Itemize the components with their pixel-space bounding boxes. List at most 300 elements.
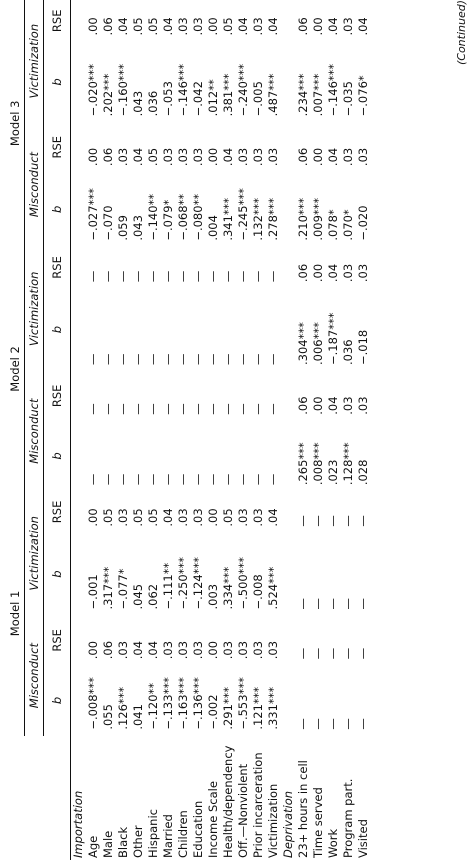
coef-cell: .059 xyxy=(116,215,130,241)
rse-cell: — xyxy=(251,403,265,415)
empty-cell xyxy=(281,288,296,371)
stat-header-row xyxy=(44,0,71,860)
empty-cell xyxy=(281,533,296,616)
coef-cell: .126*** xyxy=(116,686,130,730)
rse-header: RSE xyxy=(44,371,71,421)
coef-cell: .331*** xyxy=(266,686,280,730)
coef-cell: .036 xyxy=(146,90,160,117)
rse-cell: — xyxy=(266,403,280,415)
rse-cell: .03 xyxy=(341,17,355,36)
rse-cell: .00 xyxy=(86,508,100,527)
rse-cell: .04 xyxy=(161,17,175,36)
empty-cell xyxy=(71,42,87,123)
rse-cell: .05 xyxy=(146,17,160,36)
rse-cell: .05 xyxy=(146,508,160,527)
rse-cell: — xyxy=(206,270,220,283)
coef-cell: .043 xyxy=(131,90,145,117)
coef-cell: −.020 xyxy=(356,205,370,241)
rse-cell: .05 xyxy=(221,508,235,527)
row-label: Victimization xyxy=(266,783,280,858)
rse-cell: .06 xyxy=(101,147,115,167)
rse-cell: .03 xyxy=(161,147,175,167)
coef-cell: — xyxy=(131,473,145,486)
coef-cell: — xyxy=(161,353,175,365)
coef-cell: −.018 xyxy=(356,329,370,365)
table-row xyxy=(251,0,266,860)
coef-cell: −.146*** xyxy=(326,63,340,117)
coef-cell: .234*** xyxy=(296,73,310,117)
row-label: Married xyxy=(161,814,175,858)
rse-cell: — xyxy=(221,270,235,283)
corner-cell xyxy=(44,736,71,860)
rse-cell: .03 xyxy=(266,147,280,167)
coef-cell: −.146*** xyxy=(176,63,190,117)
coef-cell: −.160*** xyxy=(116,63,130,117)
section-label: Deprivation xyxy=(281,790,295,858)
row-label: Health/dependency xyxy=(221,745,235,858)
rse-cell: .04 xyxy=(146,640,160,660)
coef-cell: .317*** xyxy=(101,566,115,610)
coef-cell: .004 xyxy=(206,215,220,241)
rse-cell: .03 xyxy=(236,508,250,527)
rse-cell: .03 xyxy=(251,640,265,660)
rse-cell: .03 xyxy=(176,147,190,167)
coef-cell: −.250*** xyxy=(176,557,190,610)
row-label: Education xyxy=(191,800,205,858)
section-row xyxy=(71,0,87,860)
rse-cell: — xyxy=(236,403,250,415)
coef-cell: .132*** xyxy=(251,197,265,241)
rse-cell: — xyxy=(161,403,175,415)
empty-cell xyxy=(281,616,296,666)
group-label: Victimization xyxy=(25,247,44,371)
coef-cell: — xyxy=(296,598,310,610)
coef-cell: −.500*** xyxy=(236,557,250,610)
rse-cell: — xyxy=(311,515,325,527)
rse-cell: .03 xyxy=(116,147,130,167)
row-label: Work xyxy=(326,828,340,858)
model-label: Model 3 xyxy=(6,0,25,247)
rse-cell: .03 xyxy=(191,17,205,36)
coef-cell: — xyxy=(131,353,145,365)
coef-cell: −.053 xyxy=(161,81,175,117)
coef-cell: — xyxy=(176,473,190,486)
coef-cell: — xyxy=(266,473,280,486)
row-label: Program part. xyxy=(341,778,355,858)
coef-cell: −.068** xyxy=(176,193,190,241)
rse-cell: — xyxy=(326,647,340,660)
table-row xyxy=(341,0,356,860)
coef-cell: — xyxy=(191,353,205,365)
empty-cell xyxy=(71,288,87,371)
table-row xyxy=(221,0,236,860)
coef-cell: — xyxy=(101,353,115,365)
b-header: b xyxy=(44,421,71,491)
coef-cell: — xyxy=(326,718,340,730)
coef-cell: −.111** xyxy=(161,562,175,610)
coef-cell: — xyxy=(86,353,100,365)
regression-table xyxy=(6,0,371,860)
coef-cell: −.002 xyxy=(206,694,220,730)
coef-cell: .023 xyxy=(326,459,340,486)
coef-cell: — xyxy=(206,473,220,486)
rse-cell: .00 xyxy=(206,640,220,660)
rse-cell: — xyxy=(146,403,160,415)
rse-cell: — xyxy=(221,403,235,415)
rse-cell: .04 xyxy=(326,147,340,167)
rse-cell: .00 xyxy=(206,508,220,527)
coef-cell: −.020*** xyxy=(86,63,100,117)
rse-cell: .04 xyxy=(326,263,340,283)
coef-cell: — xyxy=(356,718,370,730)
coef-cell: .121*** xyxy=(251,686,265,730)
rse-cell: — xyxy=(296,515,310,527)
coef-cell: −.240*** xyxy=(236,63,250,117)
rse-cell: .03 xyxy=(341,396,355,415)
empty-cell xyxy=(71,247,87,288)
rse-header: RSE xyxy=(44,491,71,532)
empty-cell xyxy=(71,616,87,666)
table-row xyxy=(101,0,116,860)
coef-cell: .524*** xyxy=(266,566,280,610)
coef-cell: .078* xyxy=(326,209,340,241)
coef-cell: .304*** xyxy=(296,322,310,365)
coef-cell: — xyxy=(116,473,130,486)
rse-cell: .03 xyxy=(191,508,205,527)
group-label: Victimization xyxy=(25,491,44,615)
coef-cell: .045 xyxy=(131,583,145,610)
rse-cell: .03 xyxy=(116,640,130,660)
empty-cell xyxy=(71,533,87,616)
group-label: Misconduct xyxy=(25,371,44,491)
group-label: Misconduct xyxy=(25,616,44,736)
rse-cell: .04 xyxy=(221,147,235,167)
coef-cell: −.008 xyxy=(251,574,265,610)
coef-cell: −.042 xyxy=(191,81,205,117)
coef-cell: — xyxy=(311,718,325,730)
rse-cell: .03 xyxy=(116,508,130,527)
table-row xyxy=(266,0,281,860)
rse-cell: — xyxy=(311,647,325,660)
coef-cell: −.120** xyxy=(146,682,160,730)
empty-cell xyxy=(281,491,296,532)
section-label: Importation xyxy=(71,790,85,858)
coef-cell: .006*** xyxy=(311,322,325,365)
row-label: Male xyxy=(101,830,115,858)
rse-cell: — xyxy=(191,403,205,415)
coef-cell: — xyxy=(356,598,370,610)
coef-cell: — xyxy=(221,473,235,486)
rse-cell: .05 xyxy=(131,508,145,527)
rse-cell: .03 xyxy=(341,147,355,167)
empty-cell xyxy=(71,665,87,735)
rse-cell: .00 xyxy=(86,17,100,36)
rse-cell: — xyxy=(131,403,145,415)
rse-cell: .06 xyxy=(101,640,115,660)
empty-cell xyxy=(71,0,87,42)
empty-cell xyxy=(281,42,296,123)
rse-cell: — xyxy=(326,515,340,527)
coef-cell: .202*** xyxy=(101,73,115,117)
coef-cell: −.008*** xyxy=(86,677,100,730)
coef-cell: — xyxy=(146,353,160,365)
rse-cell: .04 xyxy=(266,17,280,36)
empty-cell xyxy=(281,172,296,247)
rse-cell: .03 xyxy=(176,508,190,527)
rse-cell: — xyxy=(191,270,205,283)
section-row xyxy=(281,0,296,860)
rse-cell: — xyxy=(296,647,310,660)
rse-cell: — xyxy=(341,515,355,527)
row-label: Hispanic xyxy=(146,809,160,858)
coef-cell: — xyxy=(236,473,250,486)
row-label: Age xyxy=(86,835,100,858)
model-header-row xyxy=(6,0,25,860)
rse-cell: .00 xyxy=(206,147,220,167)
table-row xyxy=(356,0,371,860)
coef-cell: .041 xyxy=(131,704,145,730)
rse-cell: .03 xyxy=(251,17,265,36)
empty-cell xyxy=(281,371,296,421)
model-label: Model 1 xyxy=(6,491,25,736)
coef-cell: −.245*** xyxy=(236,188,250,241)
coef-cell: −.124*** xyxy=(191,557,205,610)
rse-cell: .03 xyxy=(191,640,205,660)
rse-cell: .03 xyxy=(251,147,265,167)
coef-cell: .265*** xyxy=(296,442,310,486)
rse-cell: .03 xyxy=(191,147,205,167)
coef-cell: — xyxy=(251,353,265,365)
corner-cell xyxy=(6,736,25,860)
rse-cell: .05 xyxy=(146,147,160,167)
coef-cell: — xyxy=(341,718,355,730)
coef-cell: — xyxy=(86,473,100,486)
coef-cell: −.133*** xyxy=(161,677,175,730)
coef-cell: — xyxy=(116,353,130,365)
model-label: Model 2 xyxy=(6,247,25,492)
table-row xyxy=(176,0,191,860)
empty-cell xyxy=(71,371,87,421)
coef-cell: — xyxy=(296,718,310,730)
coef-cell: .062 xyxy=(146,583,160,610)
rse-cell: — xyxy=(161,270,175,283)
row-label: 23+ hours in cell xyxy=(296,760,310,858)
rse-cell: .03 xyxy=(341,263,355,283)
row-label: Time served xyxy=(311,787,325,858)
row-label: Children xyxy=(176,810,190,858)
coef-cell: −.079* xyxy=(161,199,175,241)
b-header: b xyxy=(44,172,71,247)
coef-cell: — xyxy=(191,473,205,486)
coef-cell: .043 xyxy=(131,215,145,241)
rse-cell: .00 xyxy=(206,17,220,36)
coef-cell: — xyxy=(146,473,160,486)
rse-cell: — xyxy=(176,270,190,283)
rse-cell: .00 xyxy=(311,17,325,36)
coef-cell: .278*** xyxy=(266,197,280,241)
rse-cell: .00 xyxy=(311,147,325,167)
rse-cell: — xyxy=(101,403,115,415)
coef-cell: — xyxy=(101,473,115,486)
coef-cell: −.035 xyxy=(341,81,355,117)
group-label: Misconduct xyxy=(25,122,44,246)
rse-cell: — xyxy=(176,403,190,415)
row-label: Income Scale xyxy=(206,781,220,858)
coef-cell: .381*** xyxy=(221,73,235,117)
rse-cell: .05 xyxy=(221,17,235,36)
rse-cell: — xyxy=(131,270,145,283)
coef-cell: −.001 xyxy=(86,574,100,610)
rse-cell: .00 xyxy=(86,147,100,167)
corner-cell xyxy=(25,736,44,860)
table-row xyxy=(236,0,251,860)
rse-header: RSE xyxy=(44,122,71,172)
continued-note: (Continued) xyxy=(455,0,468,66)
coef-cell: .028 xyxy=(356,459,370,486)
coef-cell: −.027*** xyxy=(86,188,100,241)
group-header-row xyxy=(25,0,44,860)
row-label: Prior incarceration xyxy=(251,752,265,858)
rse-cell: — xyxy=(341,647,355,660)
coef-cell: — xyxy=(161,473,175,486)
table-row xyxy=(311,0,326,860)
rse-cell: .00 xyxy=(311,396,325,415)
group-label: Victimization xyxy=(25,0,44,122)
rse-cell: .06 xyxy=(296,147,310,167)
empty-cell xyxy=(71,172,87,247)
rse-cell: — xyxy=(206,403,220,415)
coef-cell: −.140** xyxy=(146,193,160,241)
rse-cell: .03 xyxy=(176,17,190,36)
rse-cell: .05 xyxy=(131,17,145,36)
coef-cell: −.136*** xyxy=(191,677,205,730)
empty-cell xyxy=(71,421,87,491)
rse-cell: .04 xyxy=(236,17,250,36)
rse-cell: .03 xyxy=(356,396,370,415)
rse-cell: — xyxy=(251,270,265,283)
rse-cell: — xyxy=(356,647,370,660)
empty-cell xyxy=(281,122,296,172)
rse-cell: .06 xyxy=(296,263,310,283)
rse-cell: — xyxy=(236,270,250,283)
rse-cell: — xyxy=(116,403,130,415)
coef-cell: — xyxy=(206,353,220,365)
rse-header: RSE xyxy=(44,247,71,288)
rse-cell: — xyxy=(356,515,370,527)
coef-cell: — xyxy=(251,473,265,486)
table-row xyxy=(326,0,341,860)
rse-cell: .03 xyxy=(356,147,370,167)
coef-cell: — xyxy=(341,598,355,610)
empty-cell xyxy=(281,421,296,491)
empty-cell xyxy=(71,491,87,532)
coef-cell: .341*** xyxy=(221,197,235,241)
rse-cell: — xyxy=(101,270,115,283)
rse-cell: — xyxy=(86,270,100,283)
rse-header: RSE xyxy=(44,616,71,666)
coef-cell: .070* xyxy=(341,209,355,241)
empty-cell xyxy=(281,247,296,288)
coef-cell: −.005 xyxy=(251,81,265,117)
rse-cell: .04 xyxy=(326,17,340,36)
row-label: Off.—Nonviolent xyxy=(236,763,250,858)
coef-cell: −.077* xyxy=(116,568,130,610)
rse-cell: .04 xyxy=(131,147,145,167)
empty-cell xyxy=(281,0,296,42)
coef-cell: .055 xyxy=(101,704,115,730)
coef-cell: — xyxy=(176,353,190,365)
b-header: b xyxy=(44,42,71,123)
rse-cell: .03 xyxy=(161,640,175,660)
rse-cell: .04 xyxy=(266,508,280,527)
coef-cell: −.070 xyxy=(101,205,115,241)
coef-cell: — xyxy=(236,353,250,365)
rse-cell: .04 xyxy=(161,508,175,527)
coef-cell: .007*** xyxy=(311,73,325,117)
coef-cell: .128*** xyxy=(341,442,355,486)
table-row xyxy=(296,0,311,860)
rse-cell: .04 xyxy=(116,17,130,36)
coef-cell: .334*** xyxy=(221,566,235,610)
rse-cell: .03 xyxy=(221,640,235,660)
b-header: b xyxy=(44,288,71,371)
rse-cell: .03 xyxy=(251,508,265,527)
coef-cell: .003 xyxy=(206,583,220,610)
rse-header: RSE xyxy=(44,0,71,42)
table-row xyxy=(146,0,161,860)
rse-cell: .03 xyxy=(236,640,250,660)
coef-cell: — xyxy=(221,353,235,365)
rse-cell: — xyxy=(116,270,130,283)
table-row xyxy=(86,0,101,860)
rse-cell: .03 xyxy=(356,263,370,283)
coef-cell: .009*** xyxy=(311,197,325,241)
rse-cell: .03 xyxy=(266,640,280,660)
coef-cell: −.553*** xyxy=(236,677,250,730)
rse-cell: .04 xyxy=(131,640,145,660)
rse-cell: — xyxy=(86,403,100,415)
table-row xyxy=(206,0,221,860)
coef-cell: .036 xyxy=(341,339,355,365)
row-label: Black xyxy=(116,826,130,858)
rse-cell: .00 xyxy=(311,263,325,283)
coef-cell: .291*** xyxy=(221,686,235,730)
coef-cell: — xyxy=(266,353,280,365)
b-header: b xyxy=(44,533,71,616)
coef-cell: −.080** xyxy=(191,193,205,241)
table-row xyxy=(131,0,146,860)
coef-cell: −.187*** xyxy=(326,312,340,365)
rse-cell: .06 xyxy=(296,396,310,415)
rse-cell: .04 xyxy=(326,396,340,415)
rse-cell: .03 xyxy=(176,640,190,660)
coef-cell: — xyxy=(326,598,340,610)
row-label: Other xyxy=(131,825,145,858)
row-label: Visited xyxy=(356,819,370,858)
coef-cell: −.163*** xyxy=(176,677,190,730)
b-header: b xyxy=(44,665,71,735)
table-row xyxy=(161,0,176,860)
rse-cell: .06 xyxy=(101,17,115,36)
rse-cell: .03 xyxy=(236,147,250,167)
empty-cell xyxy=(281,665,296,735)
rse-cell: .04 xyxy=(356,17,370,36)
coef-cell: — xyxy=(311,598,325,610)
rse-cell: — xyxy=(266,270,280,283)
rse-cell: — xyxy=(146,270,160,283)
coef-cell: −.076* xyxy=(356,75,370,117)
rse-cell: .05 xyxy=(101,508,115,527)
